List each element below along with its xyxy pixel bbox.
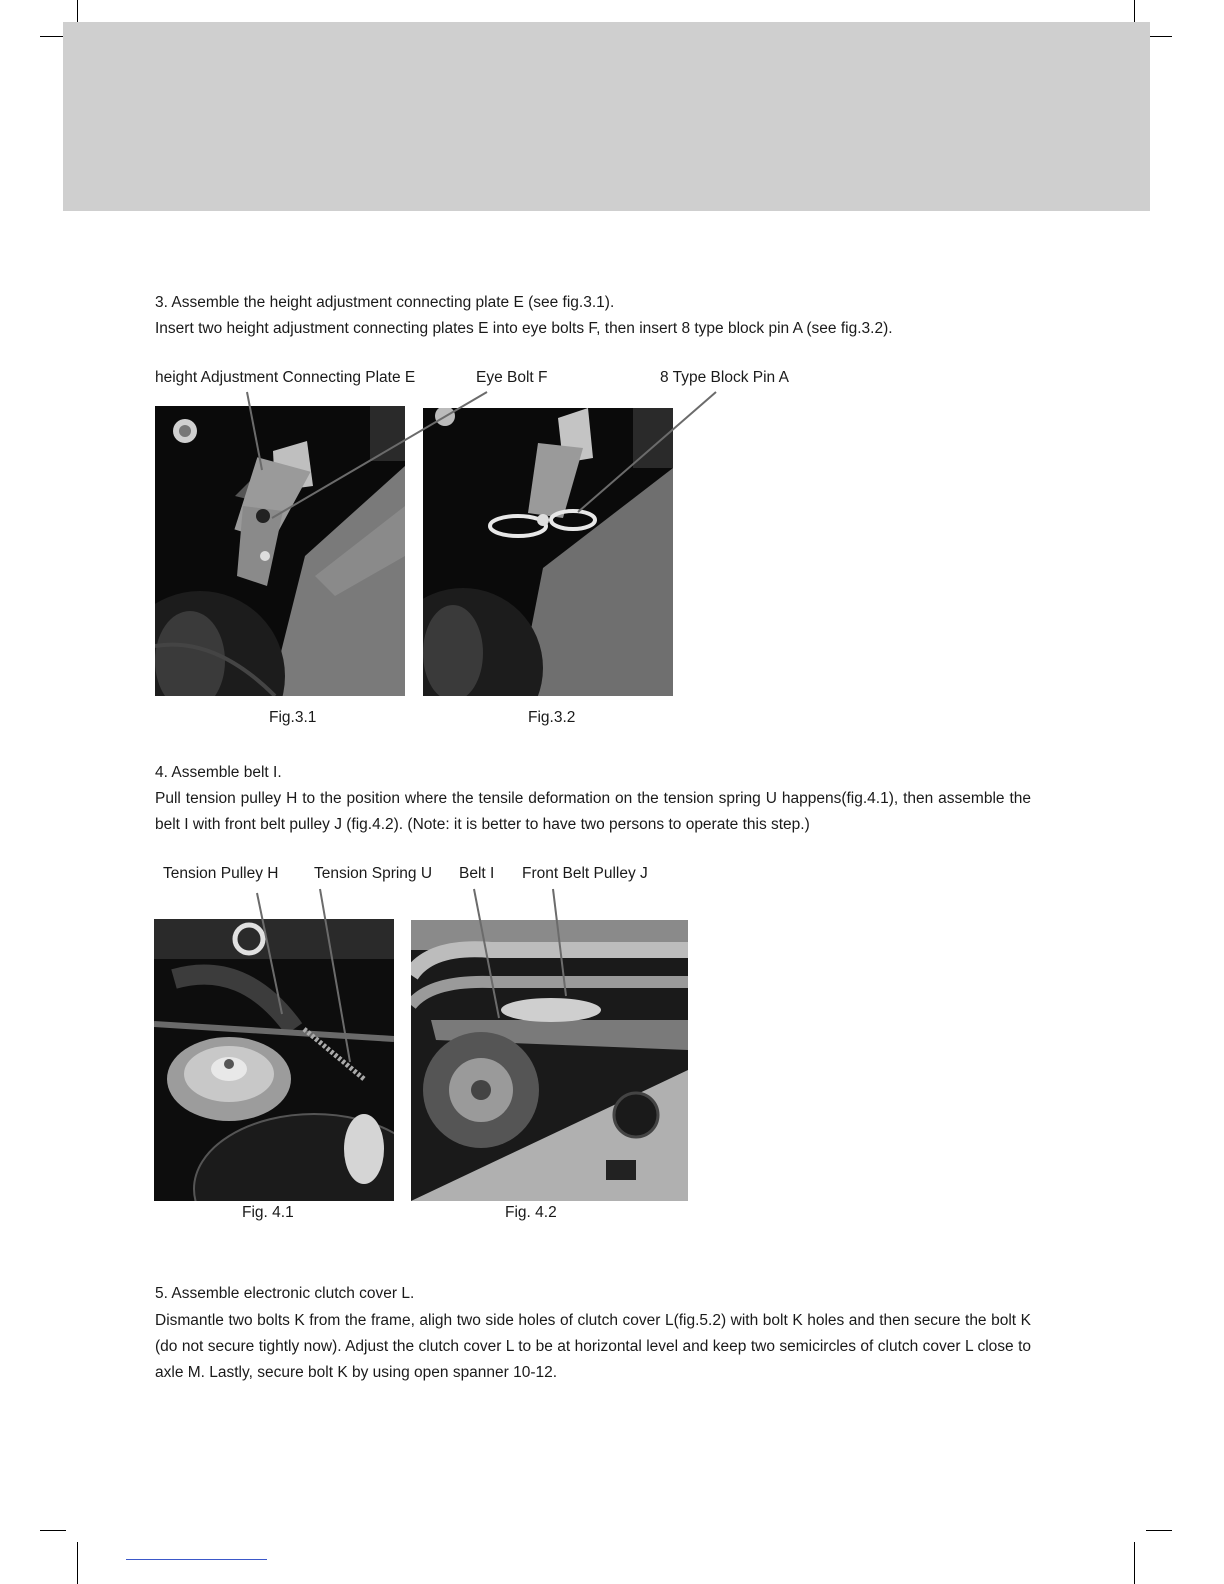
label-connecting-plate-e: height Adjustment Connecting Plate E [155,369,416,386]
caption-fig42: Fig. 4.2 [505,1204,557,1221]
crop-mark-bl-v [77,1542,78,1584]
fig41-photo [154,919,394,1201]
section5-body: Dismantle two bolts K from the frame, aligh two side holes of clutch cover L(fig.5.2) with bolt K holes and then secure the bolt K (do not secure tightly now). Adjust the clutch cover L to be at horizontal level and keep two semicircles of clutch cover L close to axle M. Lastly, secure bolt K by using open spanner 10-12. [155,1312,1031,1381]
label-block-pin-a: 8 Type Block Pin A [660,369,789,386]
crop-mark-tr-v [1134,0,1135,24]
crop-mark-br-v [1134,1542,1135,1584]
header-band [63,22,1150,211]
crop-mark-bl-h [40,1530,66,1531]
label-tension-spring-u: Tension Spring U [314,865,433,882]
section5-heading: 5. Assemble electronic clutch cover L. [155,1285,415,1302]
section4-body: Pull tension pulley H to the position where the tensile deformation on the tension spring U happens(fig.4.1), then assemble the belt I with front belt pulley J (fig.4.2). (Note: it is better to have two persons to operate this step.) [155,790,1031,833]
label-front-belt-pulley-j: Front Belt Pulley J [522,865,648,882]
section3-heading: 3. Assemble the height adjustment connecting plate E (see fig.3.1). [155,294,615,311]
fig32-photo [423,408,673,696]
caption-fig41: Fig. 4.1 [242,1204,294,1221]
section3-body: Insert two height adjustment connecting plates E into eye bolts F, then insert 8 type block pin A (see fig.3.2). [155,320,893,337]
label-tension-pulley-h: Tension Pulley H [163,865,279,882]
fig42-photo [411,920,688,1201]
caption-fig32: Fig.3.2 [528,709,576,726]
caption-fig31: Fig.3.1 [269,709,317,726]
label-belt-i: Belt I [459,865,495,882]
fig31-photo [155,406,405,696]
crop-mark-tl-v [77,0,78,24]
label-eye-bolt-f: Eye Bolt F [476,369,548,386]
section4-heading: 4. Assemble belt I. [155,764,282,781]
crop-mark-br-h [1146,1530,1172,1531]
footer-rule [126,1559,267,1560]
